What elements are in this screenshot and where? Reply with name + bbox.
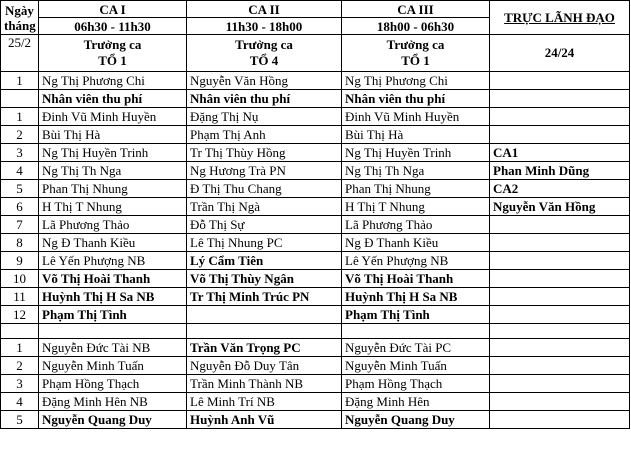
- shift1-cell: Võ Thị Hoài Thanh: [39, 270, 187, 288]
- row-number: 2: [1, 126, 39, 144]
- date-row: [1, 35, 630, 72]
- row-number: 3: [1, 375, 39, 393]
- shift3-name: CA III: [342, 1, 490, 18]
- shift3-cell: Lê Yến Phượng NB: [342, 252, 490, 270]
- shift2-cell: Trần Văn Trọng PC: [187, 339, 342, 357]
- shift1-cell: Lã Phương Thảo: [39, 216, 187, 234]
- leader-cell: [490, 72, 630, 90]
- row-number: 9: [1, 252, 39, 270]
- leader-cell: [490, 288, 630, 306]
- shift2-cell: Nguyễn Văn Hồng: [187, 72, 342, 90]
- table-row: [1, 108, 630, 126]
- shift1-cell: Bùi Thị Hà: [39, 126, 187, 144]
- shift3-cell: Ng Thị Huyền Trinh: [342, 144, 490, 162]
- shift3-cell: Bùi Thị Hà: [342, 126, 490, 144]
- table-row: [1, 339, 630, 357]
- shift3-cell: Nhân viên thu phí: [342, 90, 490, 108]
- row-number: 12: [1, 306, 39, 324]
- row-number: 4: [1, 162, 39, 180]
- shift1-name: CA I: [39, 1, 187, 18]
- table-row: [1, 411, 630, 429]
- shift3-cell: Đinh Vũ Minh Huyền: [342, 108, 490, 126]
- shift3-cell: Phạm Hồng Thạch: [342, 375, 490, 393]
- shift2-cell: Trần Minh Thành NB: [187, 375, 342, 393]
- shift3-cell: Võ Thị Hoài Thanh: [342, 270, 490, 288]
- table-row: [1, 216, 630, 234]
- shift2-cell: Võ Thị Thùy Ngân: [187, 270, 342, 288]
- leader-cell: [490, 270, 630, 288]
- shift1-cell: Nhân viên thu phí: [39, 90, 187, 108]
- shift2-cell: [187, 324, 342, 339]
- leader-cell: [490, 393, 630, 411]
- shift2-team-cell: [187, 35, 342, 72]
- row-number: 8: [1, 234, 39, 252]
- row-number: 4: [1, 393, 39, 411]
- shift3-cell: Lã Phương Thảo: [342, 216, 490, 234]
- shift2-cell: Lê Thị Nhung PC: [187, 234, 342, 252]
- leader-cell: [490, 90, 630, 108]
- shift2-cell: Nhân viên thu phí: [187, 90, 342, 108]
- shift1-cell: Nguyễn Minh Tuấn: [39, 357, 187, 375]
- shift1-cell: Đặng Minh Hên NB: [39, 393, 187, 411]
- row-number: 1: [1, 339, 39, 357]
- shift3-cell: Phạm Thị Tình: [342, 306, 490, 324]
- shift3-cell: Đặng Minh Hên: [342, 393, 490, 411]
- table-row: [1, 357, 630, 375]
- shift3-cell: Phan Thị Nhung: [342, 180, 490, 198]
- shift1-cell: Ng Thị Phương Chi: [39, 72, 187, 90]
- shift1-time: 06h30 - 11h30: [39, 18, 187, 35]
- leader-cell: [490, 375, 630, 393]
- shift3-cell: Ng Đ Thanh Kiều: [342, 234, 490, 252]
- row-number: 10: [1, 270, 39, 288]
- shift1-team-cell: [39, 35, 187, 72]
- leader-cell: [490, 126, 630, 144]
- shift1-cell: Ng Đ Thanh Kiều: [39, 234, 187, 252]
- row-number: 5: [1, 180, 39, 198]
- leader-cell: [490, 216, 630, 234]
- shift3-cell: Huỳnh Thị H Sa NB: [342, 288, 490, 306]
- row-number: 3: [1, 144, 39, 162]
- shift2-cell: Phạm Thị Anh: [187, 126, 342, 144]
- leader-duration: 24/24: [490, 35, 630, 72]
- date-header-line1: Ngày: [5, 2, 34, 18]
- shift2-cell: Tr Thị Minh Trúc PN: [187, 288, 342, 306]
- leader-cell: CA1: [490, 144, 630, 162]
- row-number: 1: [1, 108, 39, 126]
- table-row: [1, 90, 630, 108]
- shift2-role: Trưởng ca: [235, 37, 293, 52]
- table-row: [1, 72, 630, 90]
- table-row: [1, 306, 630, 324]
- shift3-team-cell: [342, 35, 490, 72]
- shift1-cell: Ng Thị Huyền Trinh: [39, 144, 187, 162]
- shift2-cell: Tr Thị Thùy Hồng: [187, 144, 342, 162]
- shift1-cell: Ng Thị Th Nga: [39, 162, 187, 180]
- row-number: 7: [1, 216, 39, 234]
- shift2-cell: Đặng Thị Nụ: [187, 108, 342, 126]
- row-number: 6: [1, 198, 39, 216]
- leader-cell: [490, 339, 630, 357]
- shift1-cell: Đinh Vũ Minh Huyền: [39, 108, 187, 126]
- shift3-role: Trưởng ca: [386, 37, 445, 52]
- shift1-cell: Nguyễn Đức Tài NB: [39, 339, 187, 357]
- row-number: 5: [1, 411, 39, 429]
- row-number: 1: [1, 72, 39, 90]
- leader-cell: Phan Minh Dũng: [490, 162, 630, 180]
- shift1-role: Trưởng ca: [83, 37, 142, 52]
- shift2-time: 11h30 - 18h00: [187, 18, 342, 35]
- shift1-cell: [39, 324, 187, 339]
- shift3-cell: Ng Thị Phương Chi: [342, 72, 490, 90]
- date-header-line2: tháng: [4, 17, 36, 33]
- table-row: [1, 288, 630, 306]
- shift1-cell: Nguyễn Quang Duy: [39, 411, 187, 429]
- shift3-cell: Nguyễn Quang Duy: [342, 411, 490, 429]
- header-row-1: [1, 1, 630, 18]
- shift1-cell: Lê Yến Phượng NB: [39, 252, 187, 270]
- row-number: [1, 90, 39, 108]
- shift1-cell: H Thị T Nhung: [39, 198, 187, 216]
- leader-cell: [490, 411, 630, 429]
- leader-header-text: TRỰC LÃNH ĐẠO: [504, 10, 615, 25]
- shift3-cell: H Thị T Nhung: [342, 198, 490, 216]
- date-cell: 25/2: [1, 35, 39, 72]
- leader-cell: [490, 252, 630, 270]
- shift2-cell: Đỗ Thị Sự: [187, 216, 342, 234]
- leader-cell: Nguyễn Văn Hồng: [490, 198, 630, 216]
- table-row: [1, 234, 630, 252]
- table-row: [1, 144, 630, 162]
- shift3-time: 18h00 - 06h30: [342, 18, 490, 35]
- shift2-name: CA II: [187, 1, 342, 18]
- leader-cell: [490, 108, 630, 126]
- shift2-team: TỔ 4: [249, 53, 279, 68]
- table-row: [1, 162, 630, 180]
- leader-cell: [490, 324, 630, 339]
- row-number: 2: [1, 357, 39, 375]
- table-row: [1, 180, 630, 198]
- shift2-cell: Nguyễn Đỗ Duy Tân: [187, 357, 342, 375]
- table-row: [1, 198, 630, 216]
- shift1-team: TỔ 1: [98, 53, 127, 68]
- shift3-cell: [342, 324, 490, 339]
- shift3-team: TỔ 1: [401, 53, 430, 68]
- shift1-cell: Phan Thị Nhung: [39, 180, 187, 198]
- shift1-cell: Phạm Thị Tình: [39, 306, 187, 324]
- shift3-cell: Nguyễn Minh Tuấn: [342, 357, 490, 375]
- shift2-cell: Huỳnh Anh Vũ: [187, 411, 342, 429]
- shift2-cell: Đ Thị Thu Chang: [187, 180, 342, 198]
- date-column-header: [1, 1, 39, 35]
- shift1-cell: Phạm Hồng Thạch: [39, 375, 187, 393]
- shift2-cell: Ng Hương Trà PN: [187, 162, 342, 180]
- table-row: [1, 375, 630, 393]
- leader-cell: CA2: [490, 180, 630, 198]
- shift2-cell: Trần Thị Ngà: [187, 198, 342, 216]
- row-number: 11: [1, 288, 39, 306]
- leader-cell: [490, 306, 630, 324]
- table-row: [1, 252, 630, 270]
- leader-cell: [490, 234, 630, 252]
- table-row: [1, 126, 630, 144]
- leader-column-header: [490, 1, 630, 35]
- table-row: [1, 393, 630, 411]
- shift1-cell: Huỳnh Thị H Sa NB: [39, 288, 187, 306]
- leader-cell: [490, 357, 630, 375]
- shift2-cell: Lê Minh Trí NB: [187, 393, 342, 411]
- row-number: [1, 324, 39, 339]
- shift2-cell: [187, 306, 342, 324]
- table-row: [1, 270, 630, 288]
- shift2-cell: Lý Cẩm Tiên: [187, 252, 342, 270]
- table-row-spacer: [1, 324, 630, 339]
- shift3-cell: Ng Thị Th Nga: [342, 162, 490, 180]
- shift3-cell: Nguyễn Đức Tài PC: [342, 339, 490, 357]
